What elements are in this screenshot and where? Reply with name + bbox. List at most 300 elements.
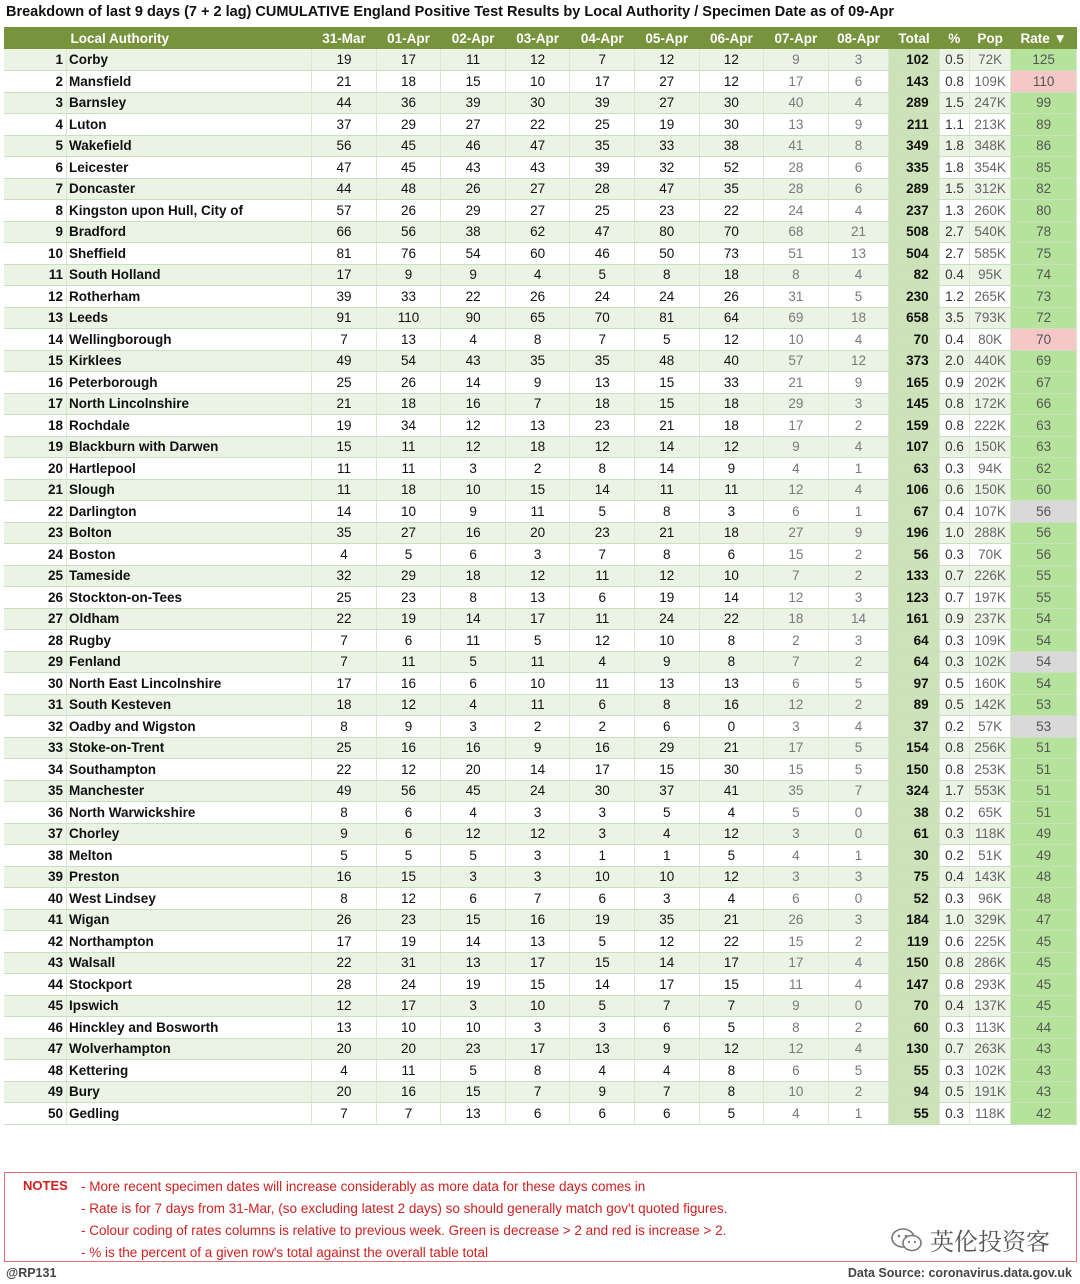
- row-day-value: 3: [828, 630, 889, 652]
- row-local-authority: Tameside: [67, 565, 312, 587]
- row-rank: 25: [4, 565, 67, 587]
- header-row: [4, 27, 1077, 49]
- row-total: 70: [889, 329, 939, 351]
- row-rate: 99: [1011, 92, 1077, 114]
- row-pct: 0.6: [939, 931, 969, 953]
- row-day-value: 12: [699, 49, 764, 71]
- row-local-authority: Hartlepool: [67, 458, 312, 480]
- row-day-value: 30: [699, 114, 764, 136]
- row-rank: 33: [4, 737, 67, 759]
- row-day-value: 20: [376, 1038, 441, 1060]
- row-day-value: 27: [441, 114, 506, 136]
- row-day-value: 54: [441, 243, 506, 265]
- row-day-value: 60: [505, 243, 570, 265]
- row-rate: 45: [1011, 931, 1077, 953]
- row-total: 97: [889, 673, 939, 695]
- row-day-value: 6: [570, 1103, 635, 1125]
- row-pop: 80K: [969, 329, 1010, 351]
- note-line: - More recent specimen dates will increase considerably as more data for these days comes in: [81, 1179, 646, 1194]
- row-day-value: 1: [570, 845, 635, 867]
- note-line: - % is the percent of a given row's total against the overall table total: [81, 1245, 489, 1260]
- row-day-value: 14: [441, 372, 506, 394]
- row-pop: 202K: [969, 372, 1010, 394]
- table-row: [4, 780, 1077, 802]
- row-rate: 89: [1011, 114, 1077, 136]
- row-day-value: 10: [570, 866, 635, 888]
- row-day-value: 26: [505, 286, 570, 308]
- row-day-value: 14: [441, 608, 506, 630]
- row-pct: 0.3: [939, 651, 969, 673]
- row-day-value: 34: [376, 415, 441, 437]
- row-day-value: 57: [312, 200, 377, 222]
- row-day-value: 28: [570, 178, 635, 200]
- row-rate: 45: [1011, 952, 1077, 974]
- row-local-authority: Slough: [67, 479, 312, 501]
- row-day-value: 25: [570, 114, 635, 136]
- row-day-value: 3: [441, 716, 506, 738]
- row-day-value: 4: [699, 802, 764, 824]
- row-day-value: 32: [635, 157, 700, 179]
- row-day-value: 33: [376, 286, 441, 308]
- row-day-value: 4: [570, 1060, 635, 1082]
- row-pct: 0.3: [939, 1060, 969, 1082]
- row-pct: 1.5: [939, 178, 969, 200]
- row-day-value: 18: [376, 393, 441, 415]
- row-day-value: 12: [699, 329, 764, 351]
- row-day-value: 11: [764, 974, 829, 996]
- row-total: 161: [889, 608, 939, 630]
- row-total: 89: [889, 694, 939, 716]
- row-day-value: 6: [764, 1060, 829, 1082]
- row-local-authority: Sheffield: [67, 243, 312, 265]
- row-day-value: 17: [376, 995, 441, 1017]
- row-rank: 10: [4, 243, 67, 265]
- row-day-value: 14: [828, 608, 889, 630]
- row-rate: 51: [1011, 737, 1077, 759]
- row-day-value: 28: [764, 178, 829, 200]
- row-day-value: 23: [570, 522, 635, 544]
- row-total: 349: [889, 135, 939, 157]
- row-local-authority: Mansfield: [67, 71, 312, 93]
- row-day-value: 19: [441, 974, 506, 996]
- row-local-authority: Oldham: [67, 608, 312, 630]
- row-day-value: 12: [699, 71, 764, 93]
- col-date-header: 06-Apr: [699, 27, 764, 49]
- row-day-value: 4: [828, 974, 889, 996]
- row-total: 70: [889, 995, 939, 1017]
- row-pct: 0.3: [939, 544, 969, 566]
- row-pop: 348K: [969, 135, 1010, 157]
- row-day-value: 9: [505, 372, 570, 394]
- row-day-value: 7: [828, 780, 889, 802]
- row-rate: 51: [1011, 802, 1077, 824]
- row-rank: 48: [4, 1060, 67, 1082]
- row-day-value: 6: [376, 823, 441, 845]
- page-title: Breakdown of last 9 days (7 + 2 lag) CUMULATIVE England Positive Test Results by Local Authority / Specimen Date as of 09-Apr: [6, 4, 895, 20]
- row-day-value: 39: [312, 286, 377, 308]
- row-day-value: 48: [376, 178, 441, 200]
- row-pct: 1.8: [939, 135, 969, 157]
- table-row: [4, 845, 1077, 867]
- row-rate: 60: [1011, 479, 1077, 501]
- row-rank: 3: [4, 92, 67, 114]
- row-day-value: 5: [699, 1017, 764, 1039]
- row-day-value: 3: [570, 1017, 635, 1039]
- row-day-value: 62: [505, 221, 570, 243]
- row-day-value: 2: [828, 415, 889, 437]
- row-day-value: 21: [635, 522, 700, 544]
- row-pop: 102K: [969, 1060, 1010, 1082]
- row-day-value: 11: [376, 651, 441, 673]
- row-day-value: 4: [441, 802, 506, 824]
- row-day-value: 12: [828, 350, 889, 372]
- col-date-header: 04-Apr: [570, 27, 635, 49]
- row-day-value: 5: [635, 329, 700, 351]
- row-total: 38: [889, 802, 939, 824]
- row-day-value: 15: [699, 974, 764, 996]
- row-pop: 213K: [969, 114, 1010, 136]
- row-day-value: 3: [505, 544, 570, 566]
- row-day-value: 6: [828, 157, 889, 179]
- row-day-value: 6: [635, 1103, 700, 1125]
- row-rank: 40: [4, 888, 67, 910]
- row-total: 64: [889, 651, 939, 673]
- row-day-value: 3: [828, 866, 889, 888]
- row-day-value: 15: [376, 866, 441, 888]
- row-day-value: 8: [635, 544, 700, 566]
- row-day-value: 10: [376, 1017, 441, 1039]
- row-day-value: 18: [376, 71, 441, 93]
- row-pct: 2.7: [939, 243, 969, 265]
- row-day-value: 6: [441, 888, 506, 910]
- row-rate: 49: [1011, 845, 1077, 867]
- row-day-value: 5: [570, 501, 635, 523]
- row-total: 94: [889, 1081, 939, 1103]
- table-row: [4, 888, 1077, 910]
- row-rank: 49: [4, 1081, 67, 1103]
- col-total-header: Total: [889, 27, 939, 49]
- row-day-value: 17: [764, 737, 829, 759]
- row-total: 82: [889, 264, 939, 286]
- row-local-authority: Hinckley and Bosworth: [67, 1017, 312, 1039]
- row-rate: 54: [1011, 608, 1077, 630]
- table-row: [4, 1060, 1077, 1082]
- row-pct: 0.5: [939, 673, 969, 695]
- footer-credit: @RP131: [6, 1266, 57, 1280]
- row-day-value: 31: [764, 286, 829, 308]
- row-day-value: 13: [441, 1103, 506, 1125]
- row-day-value: 13: [699, 673, 764, 695]
- row-day-value: 20: [312, 1038, 377, 1060]
- row-day-value: 66: [312, 221, 377, 243]
- row-day-value: 27: [505, 178, 570, 200]
- row-rank: 4: [4, 114, 67, 136]
- row-pop: 95K: [969, 264, 1010, 286]
- row-pop: 191K: [969, 1081, 1010, 1103]
- table-row: [4, 415, 1077, 437]
- row-day-value: 3: [441, 458, 506, 480]
- row-pct: 0.2: [939, 716, 969, 738]
- row-pct: 0.4: [939, 866, 969, 888]
- row-day-value: 19: [635, 114, 700, 136]
- row-day-value: 3: [828, 393, 889, 415]
- row-day-value: 69: [764, 307, 829, 329]
- row-total: 289: [889, 92, 939, 114]
- col-date-header: 02-Apr: [441, 27, 506, 49]
- row-day-value: 5: [441, 1060, 506, 1082]
- table-row: [4, 1017, 1077, 1039]
- row-day-value: 3: [505, 802, 570, 824]
- row-rate: 86: [1011, 135, 1077, 157]
- row-day-value: 15: [505, 974, 570, 996]
- row-rank: 19: [4, 436, 67, 458]
- row-day-value: 0: [828, 888, 889, 910]
- row-day-value: 4: [505, 264, 570, 286]
- row-day-value: 16: [376, 1081, 441, 1103]
- row-day-value: 18: [699, 393, 764, 415]
- row-day-value: 17: [312, 931, 377, 953]
- row-day-value: 26: [441, 178, 506, 200]
- row-rate: 42: [1011, 1103, 1077, 1125]
- row-day-value: 8: [441, 587, 506, 609]
- row-day-value: 15: [441, 1081, 506, 1103]
- table-row: [4, 651, 1077, 673]
- row-day-value: 15: [505, 479, 570, 501]
- row-day-value: 19: [376, 931, 441, 953]
- row-rank: 9: [4, 221, 67, 243]
- table-row: [4, 587, 1077, 609]
- row-total: 289: [889, 178, 939, 200]
- row-day-value: 16: [441, 393, 506, 415]
- row-pop: 540K: [969, 221, 1010, 243]
- table-row: [4, 952, 1077, 974]
- row-day-value: 12: [441, 436, 506, 458]
- row-pop: 256K: [969, 737, 1010, 759]
- row-day-value: 6: [635, 716, 700, 738]
- row-day-value: 11: [635, 479, 700, 501]
- row-local-authority: Rugby: [67, 630, 312, 652]
- row-pop: 51K: [969, 845, 1010, 867]
- row-local-authority: Corby: [67, 49, 312, 71]
- row-day-value: 56: [312, 135, 377, 157]
- row-day-value: 7: [764, 651, 829, 673]
- row-total: 67: [889, 501, 939, 523]
- row-day-value: 6: [441, 673, 506, 695]
- watermark-text: 英伦投资客: [930, 1229, 1050, 1256]
- row-day-value: 12: [699, 1038, 764, 1060]
- row-day-value: 13: [635, 673, 700, 695]
- row-day-value: 6: [699, 544, 764, 566]
- row-rank: 13: [4, 307, 67, 329]
- row-day-value: 52: [699, 157, 764, 179]
- table-row: [4, 630, 1077, 652]
- row-pop: 70K: [969, 544, 1010, 566]
- row-pop: 263K: [969, 1038, 1010, 1060]
- row-day-value: 33: [699, 372, 764, 394]
- row-day-value: 22: [699, 200, 764, 222]
- row-day-value: 5: [764, 802, 829, 824]
- row-day-value: 9: [376, 716, 441, 738]
- row-day-value: 9: [505, 737, 570, 759]
- row-day-value: 4: [828, 436, 889, 458]
- row-pop: 237K: [969, 608, 1010, 630]
- row-day-value: 3: [570, 802, 635, 824]
- row-day-value: 4: [828, 716, 889, 738]
- row-day-value: 40: [699, 350, 764, 372]
- row-day-value: 24: [570, 286, 635, 308]
- row-local-authority: Chorley: [67, 823, 312, 845]
- row-pct: 2.0: [939, 350, 969, 372]
- row-day-value: 22: [505, 114, 570, 136]
- row-day-value: 8: [635, 501, 700, 523]
- results-table: [4, 27, 1077, 1125]
- row-pct: 1.7: [939, 780, 969, 802]
- row-day-value: 12: [376, 888, 441, 910]
- row-day-value: 22: [312, 608, 377, 630]
- row-pop: 150K: [969, 479, 1010, 501]
- row-local-authority: Luton: [67, 114, 312, 136]
- row-rank: 26: [4, 587, 67, 609]
- row-day-value: 13: [570, 1038, 635, 1060]
- row-day-value: 12: [505, 823, 570, 845]
- row-rank: 30: [4, 673, 67, 695]
- row-rate: 66: [1011, 393, 1077, 415]
- row-total: 150: [889, 759, 939, 781]
- row-day-value: 2: [828, 1081, 889, 1103]
- row-day-value: 28: [764, 157, 829, 179]
- row-day-value: 7: [505, 1081, 570, 1103]
- row-day-value: 16: [505, 909, 570, 931]
- row-day-value: 40: [764, 92, 829, 114]
- row-day-value: 15: [570, 952, 635, 974]
- row-rank: 43: [4, 952, 67, 974]
- row-local-authority: Leicester: [67, 157, 312, 179]
- row-day-value: 38: [699, 135, 764, 157]
- row-day-value: 5: [828, 737, 889, 759]
- row-pct: 0.8: [939, 71, 969, 93]
- row-day-value: 15: [635, 759, 700, 781]
- row-day-value: 3: [505, 866, 570, 888]
- row-pct: 0.4: [939, 995, 969, 1017]
- row-total: 64: [889, 630, 939, 652]
- row-day-value: 13: [505, 931, 570, 953]
- row-pct: 1.3: [939, 200, 969, 222]
- row-day-value: 11: [376, 458, 441, 480]
- row-day-value: 9: [828, 522, 889, 544]
- row-day-value: 12: [376, 759, 441, 781]
- row-pop: 553K: [969, 780, 1010, 802]
- row-day-value: 11: [312, 458, 377, 480]
- row-day-value: 4: [828, 1038, 889, 1060]
- row-rank: 50: [4, 1103, 67, 1125]
- table-row: [4, 350, 1077, 372]
- row-pct: 1.1: [939, 114, 969, 136]
- row-day-value: 10: [441, 479, 506, 501]
- row-day-value: 12: [570, 436, 635, 458]
- row-pct: 1.0: [939, 909, 969, 931]
- table-row: [4, 544, 1077, 566]
- row-day-value: 9: [764, 436, 829, 458]
- table-row: [4, 221, 1077, 243]
- row-day-value: 35: [635, 909, 700, 931]
- row-local-authority: Stockport: [67, 974, 312, 996]
- row-day-value: 4: [828, 479, 889, 501]
- row-rank: 41: [4, 909, 67, 931]
- row-day-value: 4: [764, 458, 829, 480]
- row-pop: 265K: [969, 286, 1010, 308]
- row-day-value: 29: [376, 114, 441, 136]
- row-pct: 1.5: [939, 92, 969, 114]
- row-pct: 0.3: [939, 823, 969, 845]
- row-local-authority: Stoke-on-Trent: [67, 737, 312, 759]
- row-day-value: 11: [505, 501, 570, 523]
- row-day-value: 11: [441, 630, 506, 652]
- row-pop: 793K: [969, 307, 1010, 329]
- row-pop: 72K: [969, 49, 1010, 71]
- row-day-value: 13: [505, 415, 570, 437]
- row-day-value: 8: [635, 264, 700, 286]
- row-day-value: 19: [570, 909, 635, 931]
- row-day-value: 3: [699, 501, 764, 523]
- row-day-value: 8: [312, 802, 377, 824]
- row-day-value: 12: [570, 630, 635, 652]
- row-day-value: 26: [764, 909, 829, 931]
- row-pct: 0.5: [939, 694, 969, 716]
- table-row: [4, 264, 1077, 286]
- row-rate: 47: [1011, 909, 1077, 931]
- row-day-value: 16: [441, 522, 506, 544]
- row-day-value: 2: [828, 544, 889, 566]
- row-day-value: 2: [764, 630, 829, 652]
- row-day-value: 12: [764, 479, 829, 501]
- row-day-value: 10: [376, 501, 441, 523]
- row-day-value: 18: [699, 522, 764, 544]
- row-day-value: 91: [312, 307, 377, 329]
- row-day-value: 17: [312, 264, 377, 286]
- row-day-value: 17: [570, 71, 635, 93]
- row-day-value: 9: [828, 114, 889, 136]
- row-day-value: 35: [505, 350, 570, 372]
- col-rate-header[interactable]: Rate ▼: [1011, 27, 1077, 49]
- row-day-value: 4: [312, 544, 377, 566]
- row-day-value: 13: [764, 114, 829, 136]
- row-day-value: 19: [376, 608, 441, 630]
- row-day-value: 23: [441, 1038, 506, 1060]
- row-pop: 329K: [969, 909, 1010, 931]
- col-pop-header: Pop: [969, 27, 1010, 49]
- table-row: [4, 759, 1077, 781]
- row-local-authority: Bradford: [67, 221, 312, 243]
- row-day-value: 6: [570, 694, 635, 716]
- row-day-value: 8: [505, 1060, 570, 1082]
- row-day-value: 7: [764, 565, 829, 587]
- row-rate: 43: [1011, 1038, 1077, 1060]
- row-total: 504: [889, 243, 939, 265]
- row-day-value: 25: [312, 372, 377, 394]
- row-rank: 37: [4, 823, 67, 845]
- row-day-value: 23: [376, 587, 441, 609]
- row-pct: 0.7: [939, 565, 969, 587]
- row-rate: 82: [1011, 178, 1077, 200]
- row-day-value: 19: [312, 49, 377, 71]
- row-local-authority: Barnsley: [67, 92, 312, 114]
- row-rank: 36: [4, 802, 67, 824]
- row-rank: 18: [4, 415, 67, 437]
- row-rate: 85: [1011, 157, 1077, 179]
- row-pop: 260K: [969, 200, 1010, 222]
- row-rate: 67: [1011, 372, 1077, 394]
- row-rate: 54: [1011, 651, 1077, 673]
